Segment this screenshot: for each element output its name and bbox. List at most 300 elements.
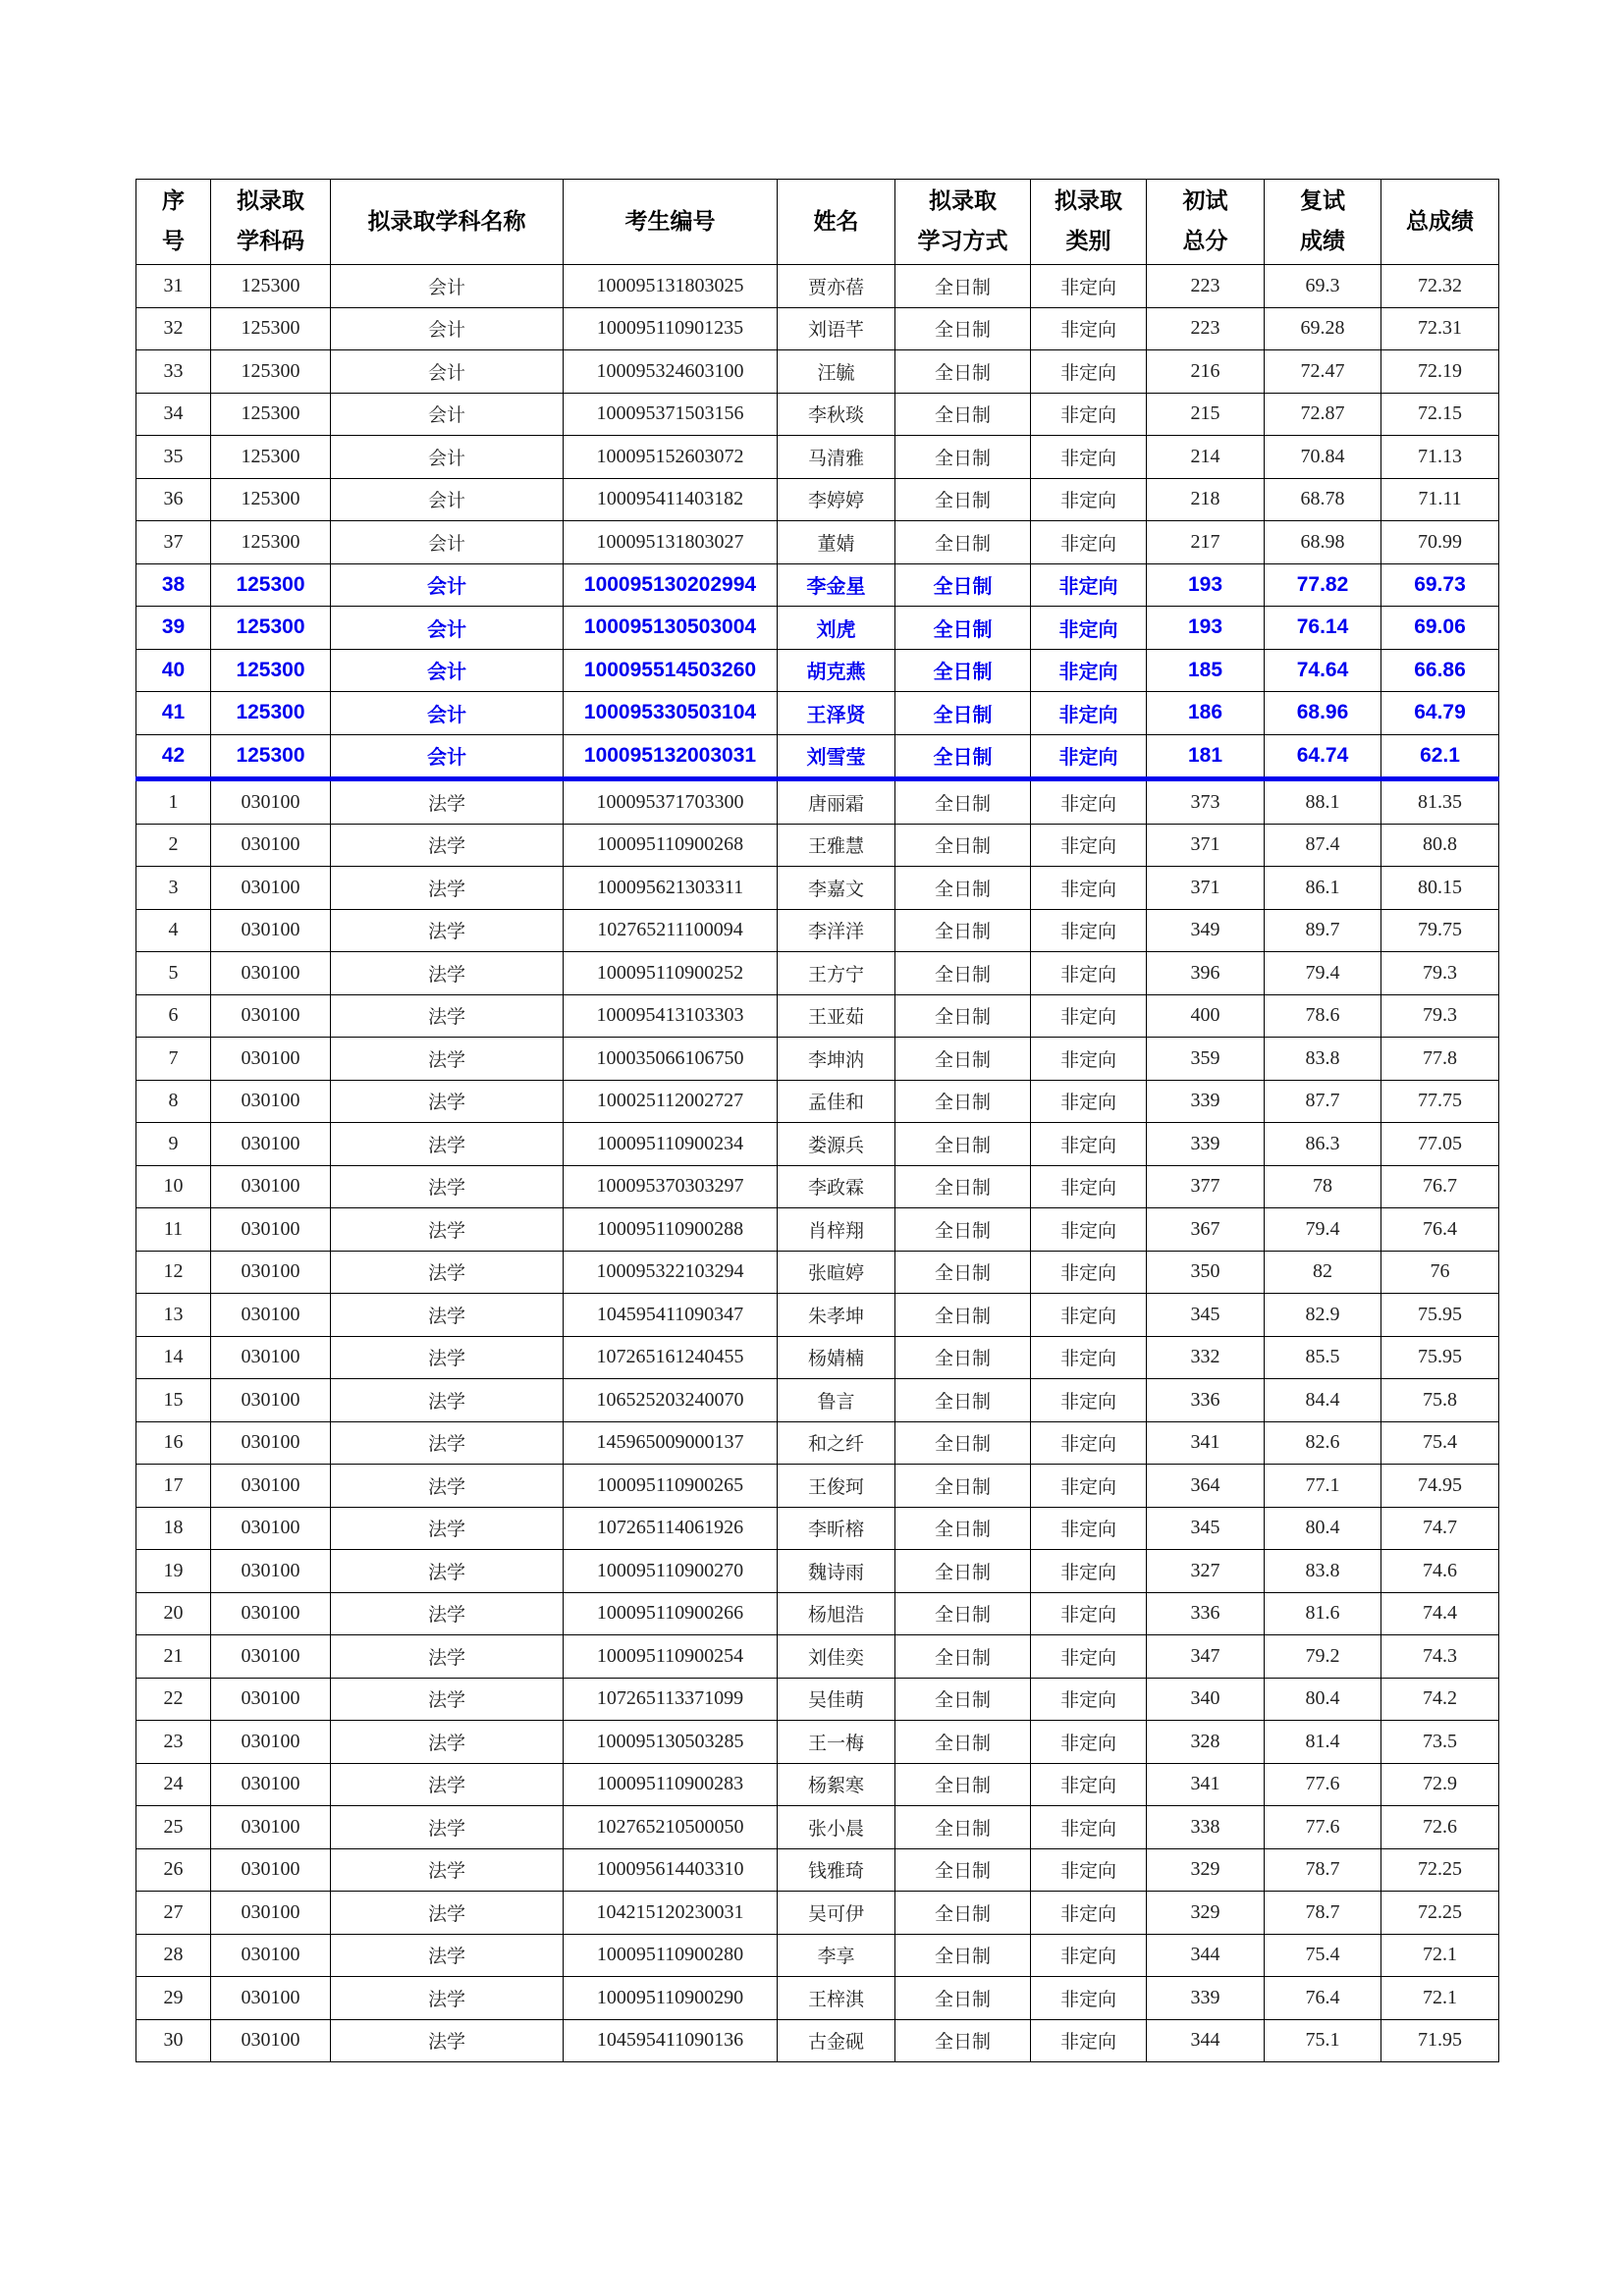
- cell-exam-id: 100095110900268: [564, 824, 778, 867]
- cell-exam-id: 100095110900290: [564, 1977, 778, 2020]
- cell-retest-score: 78: [1265, 1165, 1381, 1208]
- cell-subject-name: 会计: [331, 436, 564, 479]
- cell-subject-code: 030100: [211, 1038, 331, 1081]
- cell-total-score: 77.75: [1381, 1080, 1499, 1123]
- cell-category: 非定向: [1031, 393, 1147, 436]
- cell-name: 汪毓: [778, 350, 895, 394]
- cell-name: 李婷婷: [778, 478, 895, 521]
- cell-retest-score: 68.78: [1265, 478, 1381, 521]
- header-text: 号: [162, 229, 185, 254]
- cell-subject-name: 法学: [331, 1678, 564, 1721]
- cell-subject-code: 030100: [211, 1550, 331, 1593]
- cell-initial-score: 214: [1147, 436, 1265, 479]
- cell-retest-score: 79.4: [1265, 1208, 1381, 1252]
- cell-seq: 25: [136, 1806, 211, 1849]
- cell-total-score: 80.15: [1381, 867, 1499, 910]
- cell-subject-name: 法学: [331, 1294, 564, 1337]
- cell-retest-score: 68.96: [1265, 692, 1381, 735]
- header-row: [136, 180, 1499, 265]
- cell-category: 非定向: [1031, 307, 1147, 350]
- cell-seq: 12: [136, 1251, 211, 1294]
- cell-subject-name: 法学: [331, 1977, 564, 2020]
- cell-name: 胡克燕: [778, 649, 895, 692]
- cell-exam-id: 107265161240455: [564, 1336, 778, 1379]
- cell-subject-code: 030100: [211, 779, 331, 825]
- cell-subject-name: 法学: [331, 824, 564, 867]
- cell-retest-score: 87.4: [1265, 824, 1381, 867]
- header-text: 成绩: [1300, 229, 1345, 254]
- cell-total-score: 76: [1381, 1251, 1499, 1294]
- cell-subject-name: 会计: [331, 607, 564, 650]
- cell-subject-name: 法学: [331, 1592, 564, 1635]
- table-row: [136, 1080, 1499, 1123]
- cell-seq: 29: [136, 1977, 211, 2020]
- cell-exam-id: 100095110900252: [564, 952, 778, 995]
- cell-category: 非定向: [1031, 1806, 1147, 1849]
- cell-name: 孟佳和: [778, 1080, 895, 1123]
- cell-retest-score: 82.6: [1265, 1421, 1381, 1465]
- cell-subject-code: 125300: [211, 307, 331, 350]
- cell-category: 非定向: [1031, 649, 1147, 692]
- cell-name: 马清雅: [778, 436, 895, 479]
- cell-name: 鲁言: [778, 1379, 895, 1422]
- cell-initial-score: 400: [1147, 994, 1265, 1038]
- header-exam-id: [564, 180, 778, 265]
- cell-category: 非定向: [1031, 478, 1147, 521]
- cell-retest-score: 81.6: [1265, 1592, 1381, 1635]
- cell-category: 非定向: [1031, 1848, 1147, 1892]
- cell-initial-score: 345: [1147, 1507, 1265, 1550]
- cell-seq: 3: [136, 867, 211, 910]
- cell-total-score: 77.8: [1381, 1038, 1499, 1081]
- cell-seq: 4: [136, 909, 211, 952]
- cell-study-mode: 全日制: [895, 649, 1031, 692]
- cell-name: 娄源兵: [778, 1123, 895, 1166]
- cell-study-mode: 全日制: [895, 909, 1031, 952]
- cell-exam-id: 104215120230031: [564, 1892, 778, 1935]
- cell-name: 杨旭浩: [778, 1592, 895, 1635]
- cell-initial-score: 186: [1147, 692, 1265, 735]
- cell-study-mode: 全日制: [895, 1721, 1031, 1764]
- cell-total-score: 71.95: [1381, 2019, 1499, 2062]
- cell-seq: 16: [136, 1421, 211, 1465]
- cell-retest-score: 80.4: [1265, 1507, 1381, 1550]
- cell-study-mode: 全日制: [895, 1806, 1031, 1849]
- table-row: [136, 436, 1499, 479]
- cell-subject-code: 125300: [211, 734, 331, 779]
- cell-exam-id: 107265114061926: [564, 1507, 778, 1550]
- cell-exam-id: 102765211100094: [564, 909, 778, 952]
- cell-exam-id: 100095621303311: [564, 867, 778, 910]
- cell-total-score: 75.95: [1381, 1336, 1499, 1379]
- table-row: [136, 1465, 1499, 1508]
- cell-total-score: 74.3: [1381, 1635, 1499, 1679]
- cell-exam-id: 100095110900254: [564, 1635, 778, 1679]
- cell-subject-code: 125300: [211, 436, 331, 479]
- header-text: 姓名: [813, 208, 859, 235]
- cell-subject-code: 030100: [211, 2019, 331, 2062]
- table-row: [136, 1977, 1499, 2020]
- cell-subject-code: 125300: [211, 393, 331, 436]
- cell-total-score: 71.13: [1381, 436, 1499, 479]
- table-row: [136, 1123, 1499, 1166]
- header-text: 拟录取学科名称: [367, 208, 526, 235]
- cell-name: 张小晨: [778, 1806, 895, 1849]
- cell-study-mode: 全日制: [895, 1848, 1031, 1892]
- cell-subject-code: 030100: [211, 1892, 331, 1935]
- cell-exam-id: 100095371703300: [564, 779, 778, 825]
- cell-category: 非定向: [1031, 563, 1147, 607]
- cell-subject-name: 法学: [331, 1635, 564, 1679]
- cell-subject-code: 030100: [211, 1421, 331, 1465]
- cell-initial-score: 223: [1147, 265, 1265, 308]
- cell-subject-code: 030100: [211, 1977, 331, 2020]
- cell-total-score: 75.4: [1381, 1421, 1499, 1465]
- header-text: 初试: [1182, 188, 1228, 214]
- table-row: [136, 1507, 1499, 1550]
- cell-category: 非定向: [1031, 1123, 1147, 1166]
- table-row: [136, 1763, 1499, 1806]
- cell-category: 非定向: [1031, 1934, 1147, 1977]
- cell-initial-score: 193: [1147, 563, 1265, 607]
- cell-initial-score: 215: [1147, 393, 1265, 436]
- cell-retest-score: 69.28: [1265, 307, 1381, 350]
- cell-subject-code: 030100: [211, 1592, 331, 1635]
- cell-retest-score: 70.84: [1265, 436, 1381, 479]
- cell-exam-id: 100095371503156: [564, 393, 778, 436]
- cell-name: 刘雪莹: [778, 734, 895, 779]
- table-row: [136, 393, 1499, 436]
- cell-initial-score: 223: [1147, 307, 1265, 350]
- cell-total-score: 79.75: [1381, 909, 1499, 952]
- cell-initial-score: 359: [1147, 1038, 1265, 1081]
- cell-seq: 40: [136, 649, 211, 692]
- cell-exam-id: 100095110900283: [564, 1763, 778, 1806]
- cell-study-mode: 全日制: [895, 1892, 1031, 1935]
- table-row: [136, 563, 1499, 607]
- cell-subject-code: 030100: [211, 1721, 331, 1764]
- cell-exam-id: 106525203240070: [564, 1379, 778, 1422]
- table-row: [136, 2019, 1499, 2062]
- cell-initial-score: 193: [1147, 607, 1265, 650]
- cell-total-score: 72.25: [1381, 1848, 1499, 1892]
- table-row: [136, 649, 1499, 692]
- cell-subject-code: 125300: [211, 649, 331, 692]
- cell-subject-name: 会计: [331, 393, 564, 436]
- cell-initial-score: 338: [1147, 1806, 1265, 1849]
- cell-category: 非定向: [1031, 1977, 1147, 2020]
- cell-retest-score: 77.6: [1265, 1763, 1381, 1806]
- cell-exam-id: 100095614403310: [564, 1848, 778, 1892]
- cell-retest-score: 78.6: [1265, 994, 1381, 1038]
- cell-seq: 36: [136, 478, 211, 521]
- cell-name: 王方宁: [778, 952, 895, 995]
- cell-subject-code: 030100: [211, 824, 331, 867]
- cell-total-score: 71.11: [1381, 478, 1499, 521]
- cell-seq: 22: [136, 1678, 211, 1721]
- cell-seq: 17: [136, 1465, 211, 1508]
- cell-seq: 1: [136, 779, 211, 825]
- cell-category: 非定向: [1031, 521, 1147, 564]
- cell-exam-id: 100095322103294: [564, 1251, 778, 1294]
- table-row: [136, 734, 1499, 779]
- cell-exam-id: 107265113371099: [564, 1678, 778, 1721]
- cell-subject-name: 会计: [331, 521, 564, 564]
- table-row: [136, 521, 1499, 564]
- cell-subject-name: 法学: [331, 1550, 564, 1593]
- cell-subject-code: 030100: [211, 1208, 331, 1252]
- cell-retest-score: 84.4: [1265, 1379, 1381, 1422]
- header-text: 类别: [1065, 229, 1111, 254]
- cell-retest-score: 72.87: [1265, 393, 1381, 436]
- cell-retest-score: 87.7: [1265, 1080, 1381, 1123]
- cell-subject-name: 法学: [331, 1763, 564, 1806]
- cell-category: 非定向: [1031, 1080, 1147, 1123]
- cell-exam-id: 100095131803027: [564, 521, 778, 564]
- cell-name: 钱雅琦: [778, 1848, 895, 1892]
- cell-seq: 8: [136, 1080, 211, 1123]
- table-header: [136, 180, 1499, 265]
- cell-initial-score: 349: [1147, 909, 1265, 952]
- cell-subject-name: 法学: [331, 867, 564, 910]
- cell-subject-code: 030100: [211, 1635, 331, 1679]
- cell-initial-score: 377: [1147, 1165, 1265, 1208]
- cell-total-score: 74.6: [1381, 1550, 1499, 1593]
- cell-initial-score: 339: [1147, 1080, 1265, 1123]
- cell-name: 刘佳奕: [778, 1635, 895, 1679]
- cell-category: 非定向: [1031, 1038, 1147, 1081]
- header-retest-score: [1265, 180, 1381, 265]
- cell-exam-id: 100095130202994: [564, 563, 778, 607]
- cell-subject-name: 法学: [331, 1465, 564, 1508]
- table-row: [136, 1806, 1499, 1849]
- cell-study-mode: 全日制: [895, 1507, 1031, 1550]
- cell-retest-score: 82: [1265, 1251, 1381, 1294]
- cell-category: 非定向: [1031, 734, 1147, 779]
- cell-retest-score: 68.98: [1265, 521, 1381, 564]
- cell-subject-code: 030100: [211, 909, 331, 952]
- cell-subject-code: 125300: [211, 265, 331, 308]
- cell-initial-score: 371: [1147, 824, 1265, 867]
- cell-seq: 5: [136, 952, 211, 995]
- cell-study-mode: 全日制: [895, 350, 1031, 394]
- cell-subject-name: 法学: [331, 1806, 564, 1849]
- cell-category: 非定向: [1031, 1336, 1147, 1379]
- cell-exam-id: 104595411090347: [564, 1294, 778, 1337]
- cell-category: 非定向: [1031, 779, 1147, 825]
- cell-retest-score: 64.74: [1265, 734, 1381, 779]
- table-row: [136, 350, 1499, 394]
- cell-initial-score: 181: [1147, 734, 1265, 779]
- cell-exam-id: 100095110900266: [564, 1592, 778, 1635]
- cell-category: 非定向: [1031, 867, 1147, 910]
- cell-study-mode: 全日制: [895, 521, 1031, 564]
- cell-initial-score: 217: [1147, 521, 1265, 564]
- admission-table: [135, 179, 1499, 2062]
- cell-name: 杨絮寒: [778, 1763, 895, 1806]
- cell-retest-score: 79.2: [1265, 1635, 1381, 1679]
- cell-retest-score: 83.8: [1265, 1550, 1381, 1593]
- header-name: [778, 180, 895, 265]
- cell-initial-score: 336: [1147, 1379, 1265, 1422]
- cell-seq: 28: [136, 1934, 211, 1977]
- cell-subject-name: 会计: [331, 563, 564, 607]
- table-row: [136, 1165, 1499, 1208]
- cell-seq: 23: [136, 1721, 211, 1764]
- cell-seq: 32: [136, 307, 211, 350]
- table-row: [136, 1336, 1499, 1379]
- cell-total-score: 74.4: [1381, 1592, 1499, 1635]
- cell-category: 非定向: [1031, 909, 1147, 952]
- cell-seq: 20: [136, 1592, 211, 1635]
- cell-name: 唐丽霜: [778, 779, 895, 825]
- cell-retest-score: 82.9: [1265, 1294, 1381, 1337]
- cell-subject-name: 会计: [331, 350, 564, 394]
- cell-total-score: 66.86: [1381, 649, 1499, 692]
- cell-name: 朱孝坤: [778, 1294, 895, 1337]
- cell-category: 非定向: [1031, 1421, 1147, 1465]
- cell-name: 李嘉文: [778, 867, 895, 910]
- cell-initial-score: 336: [1147, 1592, 1265, 1635]
- cell-study-mode: 全日制: [895, 692, 1031, 735]
- table-row: [136, 607, 1499, 650]
- cell-category: 非定向: [1031, 1294, 1147, 1337]
- cell-exam-id: 100025112002727: [564, 1080, 778, 1123]
- cell-category: 非定向: [1031, 1678, 1147, 1721]
- cell-name: 肖梓翔: [778, 1208, 895, 1252]
- table-row: [136, 1721, 1499, 1764]
- cell-retest-score: 86.1: [1265, 867, 1381, 910]
- cell-study-mode: 全日制: [895, 994, 1031, 1038]
- cell-subject-name: 法学: [331, 1165, 564, 1208]
- cell-seq: 14: [136, 1336, 211, 1379]
- cell-study-mode: 全日制: [895, 1379, 1031, 1422]
- table-row: [136, 1550, 1499, 1593]
- cell-seq: 30: [136, 2019, 211, 2062]
- table-row: [136, 478, 1499, 521]
- cell-retest-score: 77.6: [1265, 1806, 1381, 1849]
- cell-category: 非定向: [1031, 1507, 1147, 1550]
- cell-subject-name: 法学: [331, 1251, 564, 1294]
- cell-name: 李政霖: [778, 1165, 895, 1208]
- header-text: 考生编号: [624, 208, 716, 235]
- header-text: 学习方式: [917, 229, 1008, 254]
- cell-initial-score: 329: [1147, 1848, 1265, 1892]
- cell-retest-score: 78.7: [1265, 1848, 1381, 1892]
- header-total-score: [1381, 180, 1499, 265]
- header-seq: [136, 180, 211, 265]
- cell-name: 和之纤: [778, 1421, 895, 1465]
- cell-study-mode: 全日制: [895, 734, 1031, 779]
- cell-subject-code: 030100: [211, 1080, 331, 1123]
- cell-total-score: 75.95: [1381, 1294, 1499, 1337]
- header-text: 拟录取: [929, 188, 997, 214]
- cell-seq: 19: [136, 1550, 211, 1593]
- cell-initial-score: 350: [1147, 1251, 1265, 1294]
- cell-total-score: 69.73: [1381, 563, 1499, 607]
- table-row: [136, 692, 1499, 735]
- cell-exam-id: 100095110900234: [564, 1123, 778, 1166]
- cell-initial-score: 339: [1147, 1123, 1265, 1166]
- cell-seq: 27: [136, 1892, 211, 1935]
- cell-name: 王雅慧: [778, 824, 895, 867]
- table-row: [136, 824, 1499, 867]
- cell-seq: 34: [136, 393, 211, 436]
- cell-total-score: 72.1: [1381, 1934, 1499, 1977]
- cell-total-score: 72.31: [1381, 307, 1499, 350]
- cell-subject-code: 030100: [211, 1379, 331, 1422]
- cell-total-score: 72.1: [1381, 1977, 1499, 2020]
- table-body: [136, 265, 1499, 2062]
- cell-seq: 10: [136, 1165, 211, 1208]
- cell-category: 非定向: [1031, 1251, 1147, 1294]
- cell-total-score: 81.35: [1381, 779, 1499, 825]
- header-text: 学科码: [237, 229, 304, 254]
- cell-category: 非定向: [1031, 1721, 1147, 1764]
- cell-name: 刘虎: [778, 607, 895, 650]
- cell-initial-score: 347: [1147, 1635, 1265, 1679]
- cell-exam-id: 100035066106750: [564, 1038, 778, 1081]
- cell-study-mode: 全日制: [895, 867, 1031, 910]
- header-text: 序: [162, 188, 185, 214]
- cell-category: 非定向: [1031, 265, 1147, 308]
- cell-category: 非定向: [1031, 692, 1147, 735]
- cell-subject-code: 030100: [211, 1123, 331, 1166]
- cell-subject-code: 125300: [211, 692, 331, 735]
- cell-initial-score: 367: [1147, 1208, 1265, 1252]
- cell-exam-id: 102765210500050: [564, 1806, 778, 1849]
- cell-study-mode: 全日制: [895, 307, 1031, 350]
- cell-subject-code: 030100: [211, 1763, 331, 1806]
- cell-exam-id: 100095152603072: [564, 436, 778, 479]
- cell-initial-score: 371: [1147, 867, 1265, 910]
- cell-total-score: 80.8: [1381, 824, 1499, 867]
- table-row: [136, 1038, 1499, 1081]
- cell-total-score: 72.32: [1381, 265, 1499, 308]
- cell-initial-score: 329: [1147, 1892, 1265, 1935]
- cell-initial-score: 341: [1147, 1763, 1265, 1806]
- cell-subject-name: 法学: [331, 1934, 564, 1977]
- cell-name: 李金星: [778, 563, 895, 607]
- table-row: [136, 1848, 1499, 1892]
- cell-retest-score: 72.47: [1265, 350, 1381, 394]
- cell-subject-code: 030100: [211, 1465, 331, 1508]
- cell-subject-name: 法学: [331, 909, 564, 952]
- cell-subject-code: 125300: [211, 350, 331, 394]
- cell-retest-score: 76.4: [1265, 1977, 1381, 2020]
- cell-subject-code: 030100: [211, 994, 331, 1038]
- cell-subject-name: 会计: [331, 478, 564, 521]
- cell-total-score: 62.1: [1381, 734, 1499, 779]
- cell-subject-code: 030100: [211, 1806, 331, 1849]
- cell-retest-score: 81.4: [1265, 1721, 1381, 1764]
- cell-study-mode: 全日制: [895, 1635, 1031, 1679]
- cell-subject-name: 法学: [331, 1892, 564, 1935]
- cell-total-score: 74.95: [1381, 1465, 1499, 1508]
- cell-subject-name: 法学: [331, 1507, 564, 1550]
- table-row: [136, 1678, 1499, 1721]
- cell-subject-code: 030100: [211, 1678, 331, 1721]
- cell-category: 非定向: [1031, 1379, 1147, 1422]
- cell-name: 王俊珂: [778, 1465, 895, 1508]
- header-text: 总分: [1182, 229, 1228, 254]
- cell-initial-score: 218: [1147, 478, 1265, 521]
- cell-initial-score: 373: [1147, 779, 1265, 825]
- cell-initial-score: 332: [1147, 1336, 1265, 1379]
- cell-subject-code: 125300: [211, 478, 331, 521]
- cell-category: 非定向: [1031, 1465, 1147, 1508]
- cell-study-mode: 全日制: [895, 1208, 1031, 1252]
